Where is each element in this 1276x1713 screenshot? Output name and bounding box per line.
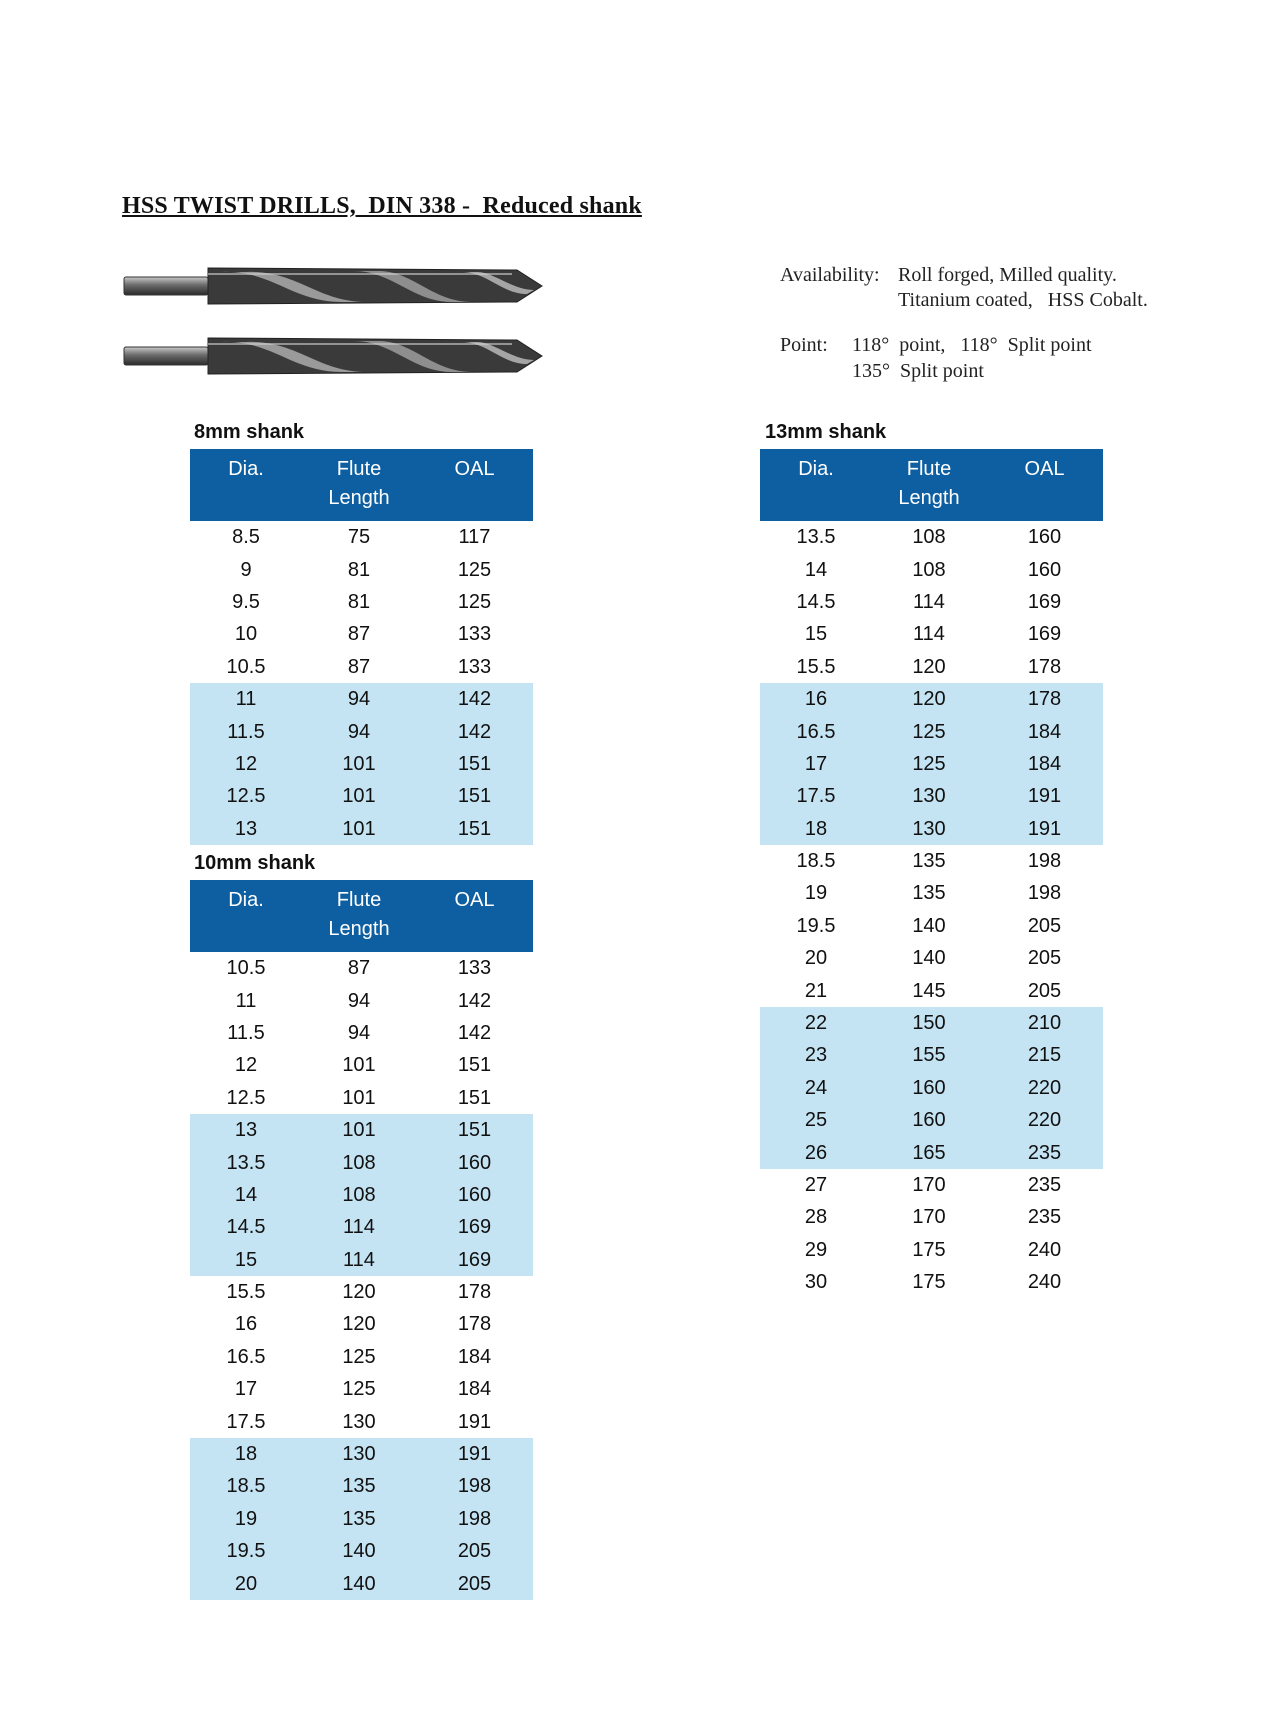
cell-dia: 20 [804,947,828,970]
cell-oal: 184 [457,1345,492,1368]
header-length: Length [328,918,390,940]
cell-oal: 160 [1027,526,1062,549]
cell-dia: 18.5 [190,1470,302,1502]
cell-dia: 20 [190,1567,302,1599]
header-dia: Dia. [760,449,872,521]
cell-oal: 160 [1027,558,1062,581]
cell-dia: 10 [234,623,258,646]
cell-oal: 220 [986,1072,1103,1104]
cell-dia: 15.5 [226,1281,266,1304]
header-flute-length [302,449,416,521]
cell-dia: 14 [190,1179,302,1211]
cell-flute-length: 155 [872,1039,986,1071]
cell-dia: 11 [235,989,257,1012]
cell-dia: 10.5 [226,957,266,980]
cell-flute-length: 114 [913,623,945,646]
cell-flute-length: 125 [872,715,986,747]
table-row [190,984,533,1016]
cell-flute-length: 135 [302,1503,416,1535]
table-row [760,651,1103,683]
header-oal: OAL [986,449,1103,521]
table-row [760,1234,1103,1266]
cell-oal: 191 [416,1438,533,1470]
header-dia: Dia. [190,449,302,521]
cell-flute-length: 101 [302,780,416,812]
cell-dia: 13.5 [796,526,836,549]
cell-oal: 142 [416,715,533,747]
table-row [190,715,533,747]
cell-oal: 184 [457,1378,492,1401]
cell-dia: 9 [240,558,252,581]
cell-dia: 15.5 [796,655,836,678]
cell-flute-length: 94 [302,683,416,715]
cell-dia: 8.5 [232,526,260,549]
cell-flute-length: 175 [912,1271,946,1294]
table-row [190,813,533,845]
cell-dia: 24 [760,1072,872,1104]
cell-oal: 240 [1027,1238,1062,1261]
cell-dia: 17 [760,748,872,780]
cell-dia: 30 [804,1271,828,1294]
header-flute: Flute [336,458,382,480]
cell-dia: 12 [234,1054,258,1077]
cell-flute-length: 160 [872,1104,986,1136]
cell-flute-length: 120 [342,1281,376,1304]
cell-dia: 16 [234,1313,258,1336]
cell-oal: 235 [1027,1174,1062,1196]
table-row [760,1201,1103,1233]
cell-dia: 16.5 [760,715,872,747]
cell-flute-length: 130 [872,780,986,812]
cell-dia: 14 [804,558,828,581]
cell-dia: 13.5 [190,1146,302,1178]
header-flute-length [302,880,416,952]
cell-flute-length: 101 [302,813,416,845]
cell-flute-length: 130 [342,1410,376,1433]
cell-flute-length: 120 [872,683,986,715]
cell-oal: 151 [457,1054,492,1077]
header-oal: OAL [416,880,533,952]
cell-dia: 15 [804,623,828,646]
availability-line-1: Roll forged, Milled quality. [898,264,1117,286]
cell-dia: 28 [804,1206,828,1229]
cell-flute-length: 114 [913,590,945,613]
cell-oal: 198 [416,1470,533,1502]
cell-flute-length: 87 [347,957,371,980]
cell-oal: 205 [416,1567,533,1599]
cell-dia: 11 [190,683,302,715]
cell-flute-length: 108 [912,558,946,581]
table-row [190,1082,533,1114]
table-row [760,1072,1103,1104]
cell-oal: 178 [1027,655,1062,678]
table-row [760,1266,1103,1298]
header-dia: Dia. [190,880,302,952]
cell-flute-length: 130 [872,813,986,845]
cell-dia: 10.5 [226,655,266,678]
cell-oal: 169 [416,1244,533,1276]
cell-dia: 16 [760,683,872,715]
twist-drill-image [122,334,546,378]
cell-dia: 17.5 [226,1410,266,1433]
cell-dia: 11.5 [227,1021,265,1044]
cell-flute-length: 170 [912,1174,946,1196]
cell-flute-length: 81 [347,558,371,581]
table-row [190,1308,533,1340]
cell-oal: 169 [416,1211,533,1243]
cell-oal: 178 [457,1281,492,1304]
cell-oal: 220 [986,1104,1103,1136]
cell-oal: 240 [1027,1271,1062,1294]
cell-oal: 142 [457,1021,492,1044]
cell-flute-length: 94 [347,1021,371,1044]
cell-dia: 17 [234,1378,258,1401]
table-row [190,1146,533,1178]
header-flute: Flute [906,458,952,480]
cell-dia: 12.5 [190,780,302,812]
cell-oal: 151 [416,748,533,780]
cell-dia: 19 [804,882,828,905]
cell-flute-length: 140 [912,947,946,970]
availability-label: Availability: [780,264,880,286]
table-title-13mm: 13mm shank [765,421,887,443]
cell-dia: 23 [760,1039,872,1071]
cell-flute-length: 170 [912,1206,946,1229]
cell-oal: 191 [457,1410,492,1433]
cell-flute-length: 150 [872,1007,986,1039]
header-flute-length [872,449,986,521]
table-row [190,1211,533,1243]
cell-flute-length: 125 [342,1378,376,1401]
cell-dia: 13 [190,813,302,845]
table-row [760,910,1103,942]
cell-oal: 142 [416,683,533,715]
cell-flute-length: 140 [302,1567,416,1599]
cell-oal: 151 [457,1086,492,1109]
cell-oal: 160 [416,1146,533,1178]
cell-dia: 15 [190,1244,302,1276]
point-label: Point: [780,334,828,356]
table-row [760,1007,1103,1039]
table-row [190,683,533,715]
cell-oal: 160 [416,1179,533,1211]
cell-flute-length: 108 [912,526,946,549]
table-row [190,1049,533,1081]
table-row [760,553,1103,585]
cell-oal: 198 [1027,850,1062,873]
cell-flute-length: 75 [347,526,371,549]
cell-oal: 133 [457,623,492,646]
cell-dia: 18 [760,813,872,845]
point-line-1: 118° point, 118° Split point [852,334,1092,356]
table-row [760,942,1103,974]
cell-flute-length: 125 [342,1345,376,1368]
cell-oal: 151 [416,780,533,812]
spec-table-13mm [760,449,1103,1298]
cell-flute-length: 94 [302,715,416,747]
cell-dia: 9.5 [232,590,260,613]
spec-table-8mm [190,449,533,845]
cell-flute-length: 140 [302,1535,416,1567]
table-row [760,845,1103,877]
table-row [190,521,533,553]
cell-flute-length: 114 [302,1211,416,1243]
cell-flute-length: 108 [302,1146,416,1178]
table-row [760,618,1103,650]
cell-oal: 210 [986,1007,1103,1039]
cell-flute-length: 130 [302,1438,416,1470]
cell-flute-length: 125 [872,748,986,780]
table-row [190,1567,533,1599]
table-row [190,553,533,585]
table-row [760,748,1103,780]
cell-dia: 22 [760,1007,872,1039]
table-row [760,813,1103,845]
table-row [190,1179,533,1211]
table-row [760,715,1103,747]
cell-dia: 16.5 [226,1345,266,1368]
cell-flute-length: 165 [872,1136,986,1168]
twist-drill-image [122,264,546,308]
cell-flute-length: 114 [302,1244,416,1276]
cell-flute-length: 101 [302,748,416,780]
table-row [760,780,1103,812]
cell-oal: 151 [416,813,533,845]
cell-flute-length: 87 [347,623,371,646]
cell-flute-length: 101 [342,1086,376,1109]
table-row [190,1405,533,1437]
table-row [190,1470,533,1502]
point-line-2: 135° Split point [852,360,984,382]
cell-flute-length: 87 [347,655,371,678]
header-oal: OAL [416,449,533,521]
cell-flute-length: 135 [912,882,946,905]
table-row [190,1017,533,1049]
table-row [190,1244,533,1276]
cell-dia: 19.5 [190,1535,302,1567]
table-row [190,1341,533,1373]
table-row [760,683,1103,715]
cell-oal: 133 [457,957,492,980]
cell-oal: 205 [1027,947,1062,970]
cell-flute-length: 160 [872,1072,986,1104]
cell-flute-length: 81 [347,590,371,613]
cell-dia: 19 [190,1503,302,1535]
cell-dia: 13 [190,1114,302,1146]
cell-oal: 184 [986,715,1103,747]
table-row [190,780,533,812]
table-row [760,877,1103,909]
header-length: Length [328,487,390,509]
table-row [190,1373,533,1405]
cell-flute-length: 101 [342,1054,376,1077]
cell-oal: 133 [457,655,492,678]
table-title-10mm: 10mm shank [194,852,316,874]
table-row [190,651,533,683]
cell-flute-length: 145 [912,979,946,1002]
table-row [190,1276,533,1308]
cell-dia: 14.5 [796,590,836,613]
cell-flute-length: 94 [347,989,371,1012]
cell-flute-length: 140 [912,914,946,937]
page-title: HSS TWIST DRILLS, DIN 338 - Reduced shank [122,193,642,219]
table-row [760,1039,1103,1071]
cell-dia: 12.5 [226,1086,266,1109]
cell-flute-length: 135 [302,1470,416,1502]
table-row [190,748,533,780]
cell-oal: 191 [986,813,1103,845]
cell-oal: 235 [1027,1206,1062,1229]
table-row [190,1114,533,1146]
cell-dia: 25 [760,1104,872,1136]
cell-oal: 169 [1027,590,1062,613]
cell-oal: 117 [458,526,491,549]
cell-dia: 29 [804,1238,828,1261]
cell-flute-length: 101 [302,1114,416,1146]
cell-oal: 142 [457,989,492,1012]
table-row [190,586,533,618]
table-row [190,952,533,984]
cell-dia: 18 [190,1438,302,1470]
cell-oal: 151 [416,1114,533,1146]
availability-line-2: Titanium coated, HSS Cobalt. [898,289,1148,311]
cell-dia: 18.5 [796,850,836,873]
cell-oal: 125 [457,558,492,581]
cell-dia: 21 [804,979,828,1002]
table-row [760,586,1103,618]
cell-oal: 205 [1027,979,1062,1002]
cell-oal: 178 [457,1313,492,1336]
cell-flute-length: 175 [912,1238,946,1261]
table-row [760,974,1103,1006]
cell-flute-length: 120 [342,1313,376,1336]
cell-dia: 27 [804,1174,828,1196]
table-row [760,1169,1103,1201]
cell-oal: 169 [1027,623,1062,646]
cell-oal: 198 [416,1503,533,1535]
cell-oal: 235 [986,1136,1103,1168]
cell-oal: 191 [986,780,1103,812]
table-row [760,1136,1103,1168]
cell-flute-length: 108 [302,1179,416,1211]
table-row [760,521,1103,553]
cell-oal: 184 [986,748,1103,780]
cell-dia: 14.5 [190,1211,302,1243]
cell-oal: 205 [1027,914,1062,937]
table-title-8mm: 8mm shank [194,421,305,443]
cell-oal: 215 [986,1039,1103,1071]
cell-dia: 26 [760,1136,872,1168]
cell-oal: 198 [1027,882,1062,905]
cell-oal: 205 [416,1535,533,1567]
cell-oal: 178 [986,683,1103,715]
cell-flute-length: 135 [912,850,946,873]
cell-flute-length: 120 [912,655,946,678]
table-row [760,1104,1103,1136]
cell-dia: 11.5 [190,715,302,747]
cell-dia: 17.5 [760,780,872,812]
table-row [190,1438,533,1470]
table-row [190,1535,533,1567]
header-length: Length [898,487,960,509]
spec-table-10mm [190,880,533,1600]
table-row [190,618,533,650]
cell-dia: 12 [190,748,302,780]
header-flute: Flute [336,889,382,911]
cell-dia: 19.5 [796,914,836,937]
cell-oal: 125 [457,590,492,613]
table-row [190,1503,533,1535]
